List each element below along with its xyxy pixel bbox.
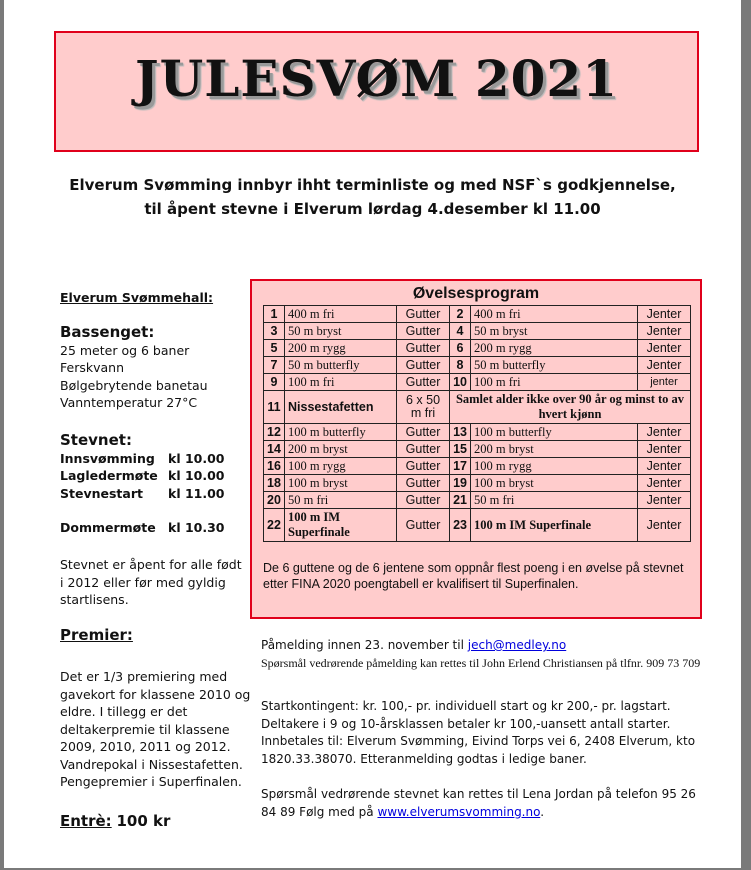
pool-line: Ferskvann [60, 360, 124, 375]
table-row: 20 50 m fri Gutter 21 50 m fri Jenter [264, 492, 691, 509]
schedule-row: Stevnestart kl 11.00 [60, 485, 225, 501]
relay-row: 11 Nissestafetten 6 x 50 m fri Samlet alder ikke over 90 år og minst to av hvert kjønn [264, 391, 691, 424]
superfinal-row: 22 100 m IM Superfinale Gutter 23 100 m IM Superfinale Jenter [264, 509, 691, 542]
invitation-line-1: Elverum Svømming innbyr ihht terminliste og med NSF`s godkjennelse, [69, 176, 676, 194]
page [4, 0, 741, 868]
website-link[interactable]: www.elverumsvomming.no [377, 804, 541, 819]
pool-heading: Bassenget: [60, 323, 155, 341]
registration-deadline: Påmelding innen 23. november til jech@medley.no [261, 638, 567, 652]
title-banner [54, 31, 699, 152]
email-link[interactable]: jech@medley.no [467, 638, 567, 652]
table-row: 7 50 m butterfly Gutter 8 50 m butterfly Jenter [264, 357, 691, 374]
invitation-line-2: til åpent stevne i Elverum lørdag 4.desember kl 11.00 [144, 200, 601, 218]
schedule-row: Innsvømming kl 10.00 [60, 450, 225, 466]
table-row: 9 100 m fri Gutter 10 100 m fri jenter [264, 374, 691, 391]
registration-contact: Spørsmål vedrørende påmelding kan rettes til John Erlend Christiansen på tlfnr. 909 73 709 [261, 656, 701, 670]
schedule-heading: Stevnet: [60, 431, 132, 449]
superfinal-note: De 6 guttene og de 6 jentene som oppnår flest poeng i en øvelse på stevnet etter FINA 2020 poengtabell er kvalifisert til Superfinalen. [263, 561, 684, 591]
pool-section [60, 324, 208, 412]
table-row: 1 400 m fri Gutter 2 400 m fri Jenter [264, 306, 691, 323]
table-row: 5 200 m rygg Gutter 6 200 m rygg Jenter [264, 340, 691, 357]
table-row: 12 100 m butterfly Gutter 13 100 m butterfly Jenter [264, 424, 691, 441]
table-row: 14 200 m bryst Gutter 15 200 m bryst Jenter [264, 441, 691, 458]
fees-text: Startkontingent: kr. 100,- pr. individuell start og kr 200,- pr. lagstart. Deltakere i 9 og 10-årsklassen betaler kr 100,-uansett antall starter. Innbetales til: Elverum Svømming, Eivind Torps vei 6, 2408 Elverum, kto 1820.33.38070. Etteranmelding godtas i ledige baner. [261, 699, 696, 766]
schedule-row: Dommermøte kl 10.30 [60, 520, 225, 535]
table-row: 3 50 m bryst Gutter 4 50 m bryst Jenter [264, 323, 691, 340]
pool-line: 25 meter og 6 baner [60, 342, 190, 358]
table-row: 16 100 m rygg Gutter 17 100 m rygg Jenter [264, 458, 691, 475]
prizes-heading: Premier: [60, 626, 133, 644]
schedule-row: Lagledermøte kl 10.00 [60, 468, 225, 483]
prizes-text: Det er 1/3 premiering med gavekort for klassene 2010 og eldre. I tillegg er det deltakerpremie til klassene 2009, 2010, 2011 og 2012. Vandrepokal i Nissestafetten. Pengepremier i Superfinalen. [60, 669, 251, 789]
entry-fee: Entrè: 100 kr [60, 812, 171, 830]
page-title: JULESVØM 2021 [134, 49, 619, 108]
questions-text: Spørsmål vedrørende stevnet kan rettes til Lena Jordan på telefon 95 26 84 89 Følg med på www.elverumsvomming.no. [261, 787, 696, 819]
program-title: Øvelsesprogram [412, 285, 540, 302]
program-table [263, 305, 691, 542]
open-text: Stevnet er åpent for alle født i 2012 eller før med gyldig startlisens. [60, 557, 242, 607]
program-box [250, 279, 702, 619]
venue-heading: Elverum Svømmehall: [60, 290, 214, 305]
pool-line: Bølgebrytende banetau [60, 377, 208, 393]
table-row: 18 100 m bryst Gutter 19 100 m bryst Jenter [264, 475, 691, 492]
schedule-section [60, 432, 225, 537]
pool-line: Vanntemperatur 27°C [60, 395, 198, 410]
